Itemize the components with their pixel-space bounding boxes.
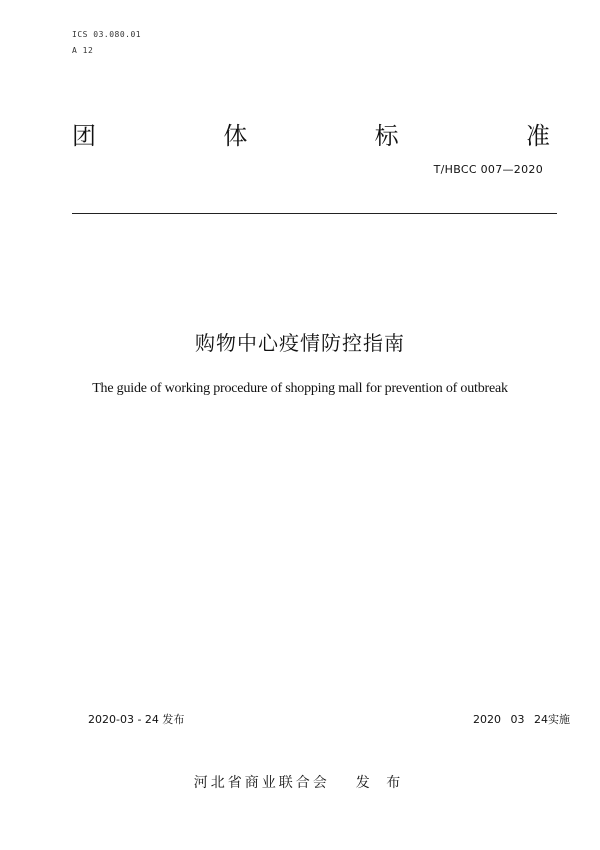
standard-code: T/HBCC 007—2020 [433,163,543,176]
standard-type-char: 标 [374,122,399,150]
standard-type-heading [72,116,550,151]
ccs-code: A 12 [72,46,94,55]
publisher-suffix: 发 布 [355,775,407,791]
document-title-english: The guide of working procedure of shopping mall for prevention of outbreak [92,381,508,396]
standard-type-char: 体 [223,122,248,150]
document-title-chinese: 购物中心疫情防控指南 [195,331,405,355]
standard-type-char: 团 [72,122,96,150]
standard-type-char: 准 [525,122,550,150]
header-divider [72,213,557,214]
publisher-line [0,772,600,792]
release-date: 2020-03 - 24 发布 [88,713,185,726]
implementation-date: 2020 03 24实施 [473,713,570,726]
publisher-organization: 河北省商业联合会 [193,775,330,791]
ics-code: ICS 03.080.01 [72,30,142,39]
